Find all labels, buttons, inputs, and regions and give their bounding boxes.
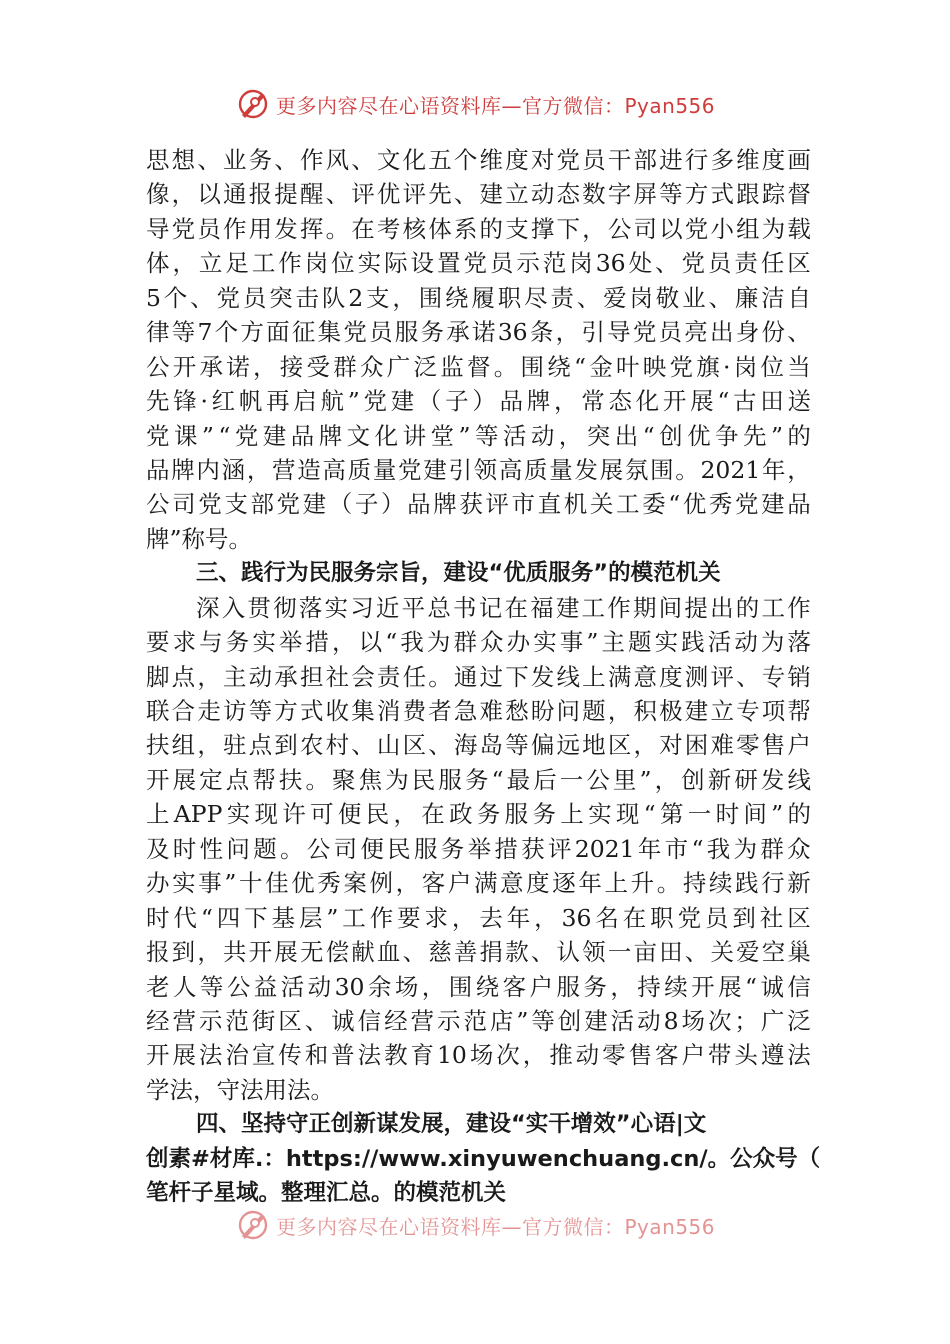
text-line: 律 等 7 个 方 面 征 集 党 员 服 务 承 诺 36 条 ， 引 导 党 员 亮 出 身 份 、 xyxy=(146,318,811,347)
section-heading: 四、坚持守正创新谋发展，建设“实干增效”心语|文 xyxy=(196,1111,707,1138)
text-line: 及 时 性 问 题 。 公 司 便 民 服 务 举 措 获 评 2021 年 市 “ 我 为 群 众 xyxy=(146,834,811,863)
text-line: 党 课 ” “ 党 建 品 牌 文 化 讲 堂 ” 等 活 动 ， 突 出 “ 创 优 争 先 ” 的 xyxy=(146,421,811,450)
section-heading: 创素#材库.：https://www.xinyuwenchuang.cn/。公众号（ xyxy=(146,1145,821,1172)
text-line: 公 开 承 诺 ， 接 受 群 众 广 泛 监 督 。 围 绕 “ 金 叶 映 党 旗 · 岗 位 当 xyxy=(146,352,811,381)
text-line: 像 ， 以 通 报 提 醒 、 评 优 评 先 、 建 立 动 态 数 字 屏 等 方 式 跟 踪 督 xyxy=(146,180,811,209)
text-line: 学法，守法用法。 xyxy=(146,1075,334,1104)
text-line: 时 代 “ 四 下 基 层 ” 工 作 要 求 ， 去 年 ， 36 名 在 职 党 员 到 社 区 xyxy=(146,903,811,932)
pen-circle-logo-icon xyxy=(236,87,270,121)
section-heading: 三、践行为民服务宗旨，建设“优质服务”的模范机关 xyxy=(196,560,721,587)
text-line: 扶 组 ， 驻 点 到 农 村 、 山 区 、 海 岛 等 偏 远 地 区 ， 对 困 难 零 售 户 xyxy=(146,731,811,760)
text-line: 报 到 ， 共 开 展 无 偿 献 血 、 慈 善 捐 款 、 认 领 一 亩 田 、 关 爱 空 巢 xyxy=(146,938,811,967)
text-line: 5 个 、 党 员 突 击 队 2 支 ， 围 绕 履 职 尽 责 、 爱 岗 敬 业 、 廉 洁 自 xyxy=(146,283,811,312)
text-line: 经 营 示 范 街 区 、 诚 信 经 营 示 范 店 ” 等 创 建 活 动 8 场 次 ； 广 泛 xyxy=(146,1006,811,1035)
text-line: 深 入 贯 彻 落 实 习 近 平 总 书 记 在 福 建 工 作 期 间 提 出 的 工 作 xyxy=(196,593,811,622)
text-line: 品 牌 内 涵 ， 营 造 高 质 量 党 建 引 领 高 质 量 发 展 氛 围 。 2021 年 ， xyxy=(146,455,811,484)
text-line: 先 锋 · 红 帆 再 启 航 ” 党 建 （ 子 ） 品 牌 ， 常 态 化 开 展 “ 古 田 送 xyxy=(146,387,811,416)
text-line: 导 党 员 作 用 发 挥 。 在 考 核 体 系 的 支 撑 下 ， 公 司 以 党 小 组 为 载 xyxy=(146,214,811,243)
text-line: 体 ， 立 足 工 作 岗 位 实 际 设 置 党 员 示 范 岗 36 处 、 党 员 责 任 区 xyxy=(146,249,811,278)
text-line: 上 APP 实 现 许 可 便 民 ， 在 政 务 服 务 上 实 现 “ 第 一 时 间 ” 的 xyxy=(146,800,811,829)
text-line: 公 司 党 支 部 党 建 （ 子 ） 品 牌 获 评 市 直 机 关 工 委 “ 优 秀 党 建 品 xyxy=(146,490,811,519)
text-line: 开 展 法 治 宣 传 和 普 法 教 育 10 场 次 ， 推 动 零 售 客 户 带 头 遵 法 xyxy=(146,1041,811,1070)
text-line: 牌”称号。 xyxy=(146,524,253,553)
text-line: 脚 点 ， 主 动 承 担 社 会 责 任 。 通 过 下 发 线 上 满 意 度 测 评 、 专 销 xyxy=(146,662,811,691)
watermark-banner-top xyxy=(236,84,715,124)
text-line: 老 人 等 公 益 活 动 30 余 场 ， 围 绕 客 户 服 务 ， 持 续 开 展 “ 诚 信 xyxy=(146,972,811,1001)
document-body xyxy=(146,143,821,1211)
text-line: 要 求 与 务 实 举 措 ， 以 “ 我 为 群 众 办 实 事 ” 主 题 实 践 活 动 为 落 xyxy=(146,628,811,657)
text-line: 开 展 定 点 帮 扶 。 聚 焦 为 民 服 务 “ 最 后 一 公 里 ” ， 创 新 研 发 线 xyxy=(146,765,811,794)
text-line: 办 实 事 ” 十 佳 优 秀 案 例 ， 客 户 满 意 度 逐 年 上 升 。 持 续 践 行 新 xyxy=(146,869,811,898)
watermark-text: 更多内容尽在心语资料库—官方微信：Pyan556 xyxy=(276,93,716,118)
section-heading: 笔杆子星域。整理汇总。的模范机关 xyxy=(146,1180,507,1207)
watermark-text: 更多内容尽在心语资料库—官方微信：Pyan556 xyxy=(276,1214,716,1239)
text-line: 思 想 、 业 务 、 作 风 、 文 化 五 个 维 度 对 党 员 干 部 进 行 多 维 度 画 xyxy=(146,146,811,174)
watermark-banner-bottom xyxy=(236,1205,715,1245)
text-line: 联 合 走 访 等 方 式 收 集 消 费 者 急 难 愁 盼 问 题 ， 积 极 建 立 专 项 帮 xyxy=(146,697,811,725)
pen-circle-logo-icon xyxy=(236,1208,270,1242)
